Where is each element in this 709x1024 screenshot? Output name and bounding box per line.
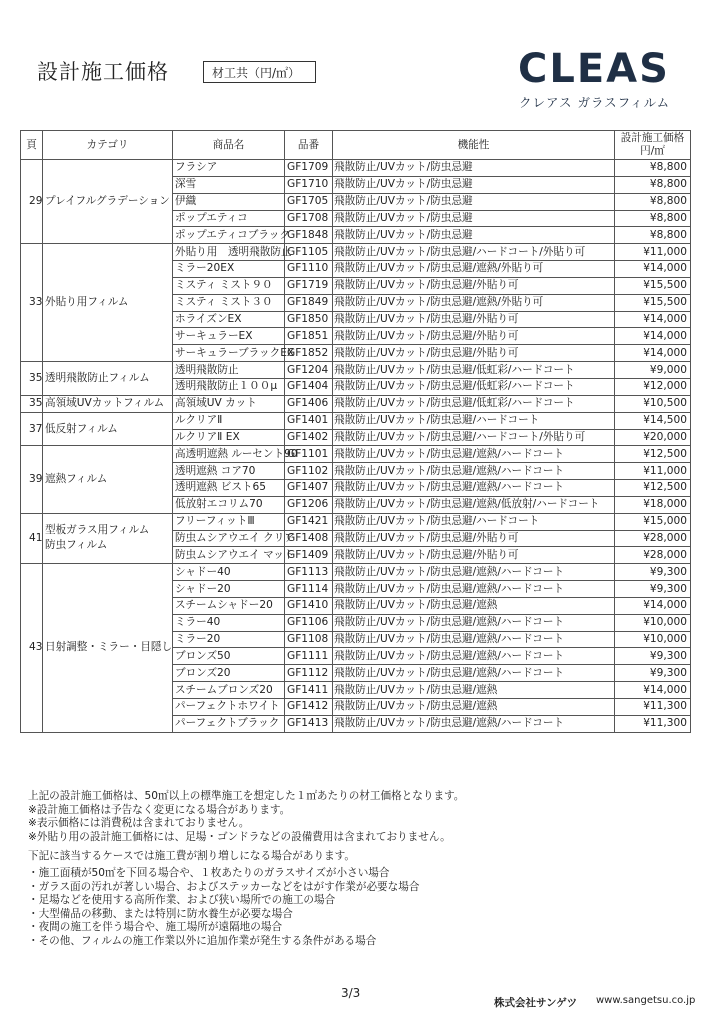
note-heading: 下記に該当するケースでは施工費が割り増しになる場合があります。: [28, 850, 356, 863]
table-row: [21, 564, 691, 581]
page-number: 3/3: [341, 986, 361, 1000]
product-code-cell: GF1204: [285, 362, 333, 379]
product-name-cell: 透明遮熱 コア70: [173, 463, 285, 480]
function-cell: 飛散防止/UVカット/防虫忌避/遮熱/低放射/ハードコート: [333, 496, 615, 513]
product-code-cell: GF1401: [285, 412, 333, 429]
product-code-cell: GF1850: [285, 311, 333, 328]
product-name-cell: パーフェクトホワイト: [173, 699, 285, 716]
table-header-row: [21, 131, 691, 160]
product-code-cell: GF1848: [285, 227, 333, 244]
product-code-cell: GF1110: [285, 261, 333, 278]
function-cell: 飛散防止/UVカット/防虫忌避/外貼り可: [333, 547, 615, 564]
product-name-cell: ミラー20EX: [173, 261, 285, 278]
category-cell: 透明飛散防止フィルム: [43, 362, 173, 396]
product-code-cell: GF1402: [285, 429, 333, 446]
product-code-cell: GF1111: [285, 648, 333, 665]
product-name-cell: ルクリアⅡ: [173, 412, 285, 429]
function-cell: 飛散防止/UVカット/防虫忌避: [333, 210, 615, 227]
product-code-cell: GF1407: [285, 480, 333, 497]
product-name-cell: ミラー20: [173, 631, 285, 648]
function-cell: 飛散防止/UVカット/防虫忌避/外貼り可: [333, 345, 615, 362]
price-cell: ¥14,000: [615, 345, 691, 362]
function-cell: 飛散防止/UVカット/防虫忌避/遮熱/外貼り可: [333, 294, 615, 311]
function-cell: 飛散防止/UVカット/防虫忌避/低虹彩/ハードコート: [333, 362, 615, 379]
table-row: [21, 244, 691, 261]
price-cell: ¥12,500: [615, 446, 691, 463]
product-code-cell: GF1410: [285, 597, 333, 614]
product-name-cell: ミラー40: [173, 614, 285, 631]
function-cell: 飛散防止/UVカット/防虫忌避/遮熱: [333, 699, 615, 716]
function-cell: 飛散防止/UVカット/防虫忌避/遮熱/ハードコート: [333, 581, 615, 598]
price-cell: ¥28,000: [615, 530, 691, 547]
product-code-cell: GF1112: [285, 665, 333, 682]
price-cell: ¥10,500: [615, 395, 691, 412]
product-code-cell: GF1705: [285, 193, 333, 210]
product-code-cell: GF1849: [285, 294, 333, 311]
col-header-category: カテゴリ: [43, 131, 173, 160]
product-code-cell: GF1411: [285, 682, 333, 699]
function-cell: 飛散防止/UVカット/防虫忌避/遮熱/ハードコート: [333, 648, 615, 665]
category-cell: 高領域UVカットフィルム: [43, 395, 173, 412]
product-code-cell: GF1710: [285, 176, 333, 193]
function-cell: 飛散防止/UVカット/防虫忌避/遮熱/ハードコート: [333, 463, 615, 480]
category-cell: 低反射フィルム: [43, 412, 173, 446]
table-row: [21, 362, 691, 379]
col-header-page: 頁: [21, 131, 43, 160]
product-name-cell: 防虫ムシアウエイ マット: [173, 547, 285, 564]
product-code-cell: GF1113: [285, 564, 333, 581]
product-code-cell: GF1708: [285, 210, 333, 227]
page-ref-cell: 37: [21, 412, 43, 446]
price-cell: ¥8,800: [615, 227, 691, 244]
page-ref-cell: 39: [21, 446, 43, 513]
unit-label: 材工共（円/㎡）: [203, 61, 316, 83]
product-name-cell: 伊織: [173, 193, 285, 210]
note-line: 上記の設計施工価格は、50㎡以上の標準施工を想定した１㎡あたりの材工価格となります。: [28, 790, 465, 802]
product-code-cell: GF1114: [285, 581, 333, 598]
product-name-cell: 深雪: [173, 176, 285, 193]
price-table-container: [20, 130, 691, 733]
product-name-cell: 高領域UV カット: [173, 395, 285, 412]
product-code-cell: GF1409: [285, 547, 333, 564]
product-name-cell: ブロンズ20: [173, 665, 285, 682]
function-cell: 飛散防止/UVカット/防虫忌避/遮熱/ハードコート: [333, 614, 615, 631]
col-header-code: 品番: [285, 131, 333, 160]
company-name: 株式会社サンゲツ: [494, 997, 578, 1009]
price-cell: ¥10,000: [615, 614, 691, 631]
category-cell: プレイフルグラデーション: [43, 160, 173, 244]
function-cell: 飛散防止/UVカット/防虫忌避: [333, 176, 615, 193]
product-name-cell: サーキュラーEX: [173, 328, 285, 345]
product-code-cell: GF1406: [285, 395, 333, 412]
function-cell: 飛散防止/UVカット/防虫忌避/遮熱/ハードコート: [333, 631, 615, 648]
function-cell: 飛散防止/UVカット/防虫忌避/ハードコート/外貼り可: [333, 429, 615, 446]
function-cell: 飛散防止/UVカット/防虫忌避/遮熱/外貼り可: [333, 261, 615, 278]
product-name-cell: シャドー40: [173, 564, 285, 581]
brand-logo-subtitle: クレアス ガラスフィルム: [519, 95, 671, 110]
price-cell: ¥14,000: [615, 328, 691, 345]
function-cell: 飛散防止/UVカット/防虫忌避/低虹彩/ハードコート: [333, 378, 615, 395]
product-name-cell: ポップエティコ: [173, 210, 285, 227]
function-cell: 飛散防止/UVカット/防虫忌避: [333, 227, 615, 244]
function-cell: 飛散防止/UVカット/防虫忌避/外貼り可: [333, 277, 615, 294]
note-line: ・ガラス面の汚れが著しい場合、およびステッカーなどをはがす作業が必要な場合: [28, 880, 420, 893]
price-cell: ¥15,000: [615, 513, 691, 530]
table-body: [21, 160, 691, 733]
function-cell: 飛散防止/UVカット/防虫忌避/ハードコート/外貼り可: [333, 244, 615, 261]
product-code-cell: GF1851: [285, 328, 333, 345]
col-header-function: 機能性: [333, 131, 615, 160]
product-code-cell: GF1206: [285, 496, 333, 513]
note-line: ・大型備品の移動、または特別に防水養生が必要な場合: [28, 907, 293, 920]
function-cell: 飛散防止/UVカット/防虫忌避/遮熱/ハードコート: [333, 665, 615, 682]
page-ref-cell: 33: [21, 244, 43, 362]
product-code-cell: GF1408: [285, 530, 333, 547]
product-code-cell: GF1709: [285, 160, 333, 177]
function-cell: 飛散防止/UVカット/防虫忌避/ハードコート: [333, 513, 615, 530]
price-cell: ¥14,000: [615, 597, 691, 614]
price-cell: ¥14,000: [615, 311, 691, 328]
function-cell: 飛散防止/UVカット/防虫忌避/外貼り可: [333, 328, 615, 345]
price-cell: ¥14,000: [615, 682, 691, 699]
product-name-cell: 透明遮熱 ビスト65: [173, 480, 285, 497]
product-code-cell: GF1421: [285, 513, 333, 530]
product-code-cell: GF1413: [285, 715, 333, 732]
function-cell: 飛散防止/UVカット/防虫忌避/低虹彩/ハードコート: [333, 395, 615, 412]
page-title: 設計施工価格: [37, 60, 169, 84]
product-code-cell: GF1412: [285, 699, 333, 716]
price-cell: ¥9,300: [615, 564, 691, 581]
price-cell: ¥11,000: [615, 463, 691, 480]
product-name-cell: 防虫ムシアウエイ クリア: [173, 530, 285, 547]
table-row: [21, 446, 691, 463]
note-line: ・施工面積が50㎡を下回る場合や、１枚あたりのガラスサイズが小さい場合: [28, 866, 390, 879]
product-name-cell: フリーフィットⅢ: [173, 513, 285, 530]
price-cell: ¥10,000: [615, 631, 691, 648]
product-name-cell: 透明飛散防止１００μ: [173, 378, 285, 395]
product-name-cell: 外貼り用 透明飛散防止: [173, 244, 285, 261]
brand-logo: CLEAS: [518, 46, 670, 92]
product-name-cell: ミスティ ミスト３０: [173, 294, 285, 311]
product-name-cell: フラシア: [173, 160, 285, 177]
table-row: [21, 412, 691, 429]
product-code-cell: GF1108: [285, 631, 333, 648]
note-line: ・足場などを使用する高所作業、および狭い場所での施工の場合: [28, 894, 336, 907]
product-name-cell: スチームブロンズ20: [173, 682, 285, 699]
price-cell: ¥20,000: [615, 429, 691, 446]
website-url: www.sangetsu.co.jp: [596, 995, 696, 1006]
note-line: ※表示価格には消費税は含まれておりません。: [28, 817, 250, 830]
page-ref-cell: 35: [21, 362, 43, 396]
product-name-cell: ブロンズ50: [173, 648, 285, 665]
category-cell: 外貼り用フィルム: [43, 244, 173, 362]
price-cell: ¥14,000: [615, 261, 691, 278]
note-line: ・夜間の施工を伴う場合や、施工場所が遠隔地の場合: [28, 921, 283, 934]
price-cell: ¥14,500: [615, 412, 691, 429]
function-cell: 飛散防止/UVカット/防虫忌避/遮熱: [333, 682, 615, 699]
price-cell: ¥15,500: [615, 294, 691, 311]
function-cell: 飛散防止/UVカット/防虫忌避: [333, 160, 615, 177]
function-cell: 飛散防止/UVカット/防虫忌避/外貼り可: [333, 311, 615, 328]
price-cell: ¥9,000: [615, 362, 691, 379]
product-name-cell: シャドー20: [173, 581, 285, 598]
notes-section: [28, 790, 464, 949]
price-cell: ¥8,800: [615, 210, 691, 227]
price-table: [20, 130, 691, 733]
price-cell: ¥11,300: [615, 715, 691, 732]
col-header-product: 商品名: [173, 131, 285, 160]
table-row: [21, 160, 691, 177]
product-code-cell: GF1105: [285, 244, 333, 261]
product-code-cell: GF1404: [285, 378, 333, 395]
price-cell: ¥9,300: [615, 648, 691, 665]
product-code-cell: GF1719: [285, 277, 333, 294]
price-cell: ¥11,300: [615, 699, 691, 716]
function-cell: 飛散防止/UVカット/防虫忌避/遮熱/ハードコート: [333, 480, 615, 497]
price-cell: ¥12,000: [615, 378, 691, 395]
function-cell: 飛散防止/UVカット/防虫忌避/遮熱/ハードコート: [333, 446, 615, 463]
function-cell: 飛散防止/UVカット/防虫忌避/遮熱/ハードコート: [333, 564, 615, 581]
product-name-cell: パーフェクトブラック: [173, 715, 285, 732]
function-cell: 飛散防止/UVカット/防虫忌避/遮熱: [333, 597, 615, 614]
product-name-cell: ルクリアⅡ EX: [173, 429, 285, 446]
price-cell: ¥11,000: [615, 244, 691, 261]
product-name-cell: ポップエティコブラック: [173, 227, 285, 244]
product-code-cell: GF1101: [285, 446, 333, 463]
function-cell: 飛散防止/UVカット/防虫忌避/外貼り可: [333, 530, 615, 547]
price-cell: ¥9,300: [615, 665, 691, 682]
page-ref-cell: 35: [21, 395, 43, 412]
product-code-cell: GF1102: [285, 463, 333, 480]
page-ref-cell: 29: [21, 160, 43, 244]
page-ref-cell: 43: [21, 564, 43, 732]
category-cell: 型板ガラス用フィルム 防虫フィルム: [43, 513, 173, 564]
function-cell: 飛散防止/UVカット/防虫忌避/ハードコート: [333, 412, 615, 429]
product-code-cell: GF1106: [285, 614, 333, 631]
price-cell: ¥9,300: [615, 581, 691, 598]
table-row: [21, 513, 691, 530]
product-name-cell: 高透明遮熱 ルーセント90: [173, 446, 285, 463]
price-cell: ¥18,000: [615, 496, 691, 513]
category-cell: 日射調整・ミラー・目隠し: [43, 564, 173, 732]
table-row: [21, 395, 691, 412]
product-name-cell: スチームシャドー20: [173, 597, 285, 614]
price-cell: ¥12,500: [615, 480, 691, 497]
price-cell: ¥8,800: [615, 160, 691, 177]
function-cell: 飛散防止/UVカット/防虫忌避: [333, 193, 615, 210]
function-cell: 飛散防止/UVカット/防虫忌避/遮熱/ハードコート: [333, 715, 615, 732]
col-header-price: 設計施工価格 円/㎡: [615, 131, 691, 160]
price-cell: ¥8,800: [615, 176, 691, 193]
page-ref-cell: 41: [21, 513, 43, 564]
price-cell: ¥28,000: [615, 547, 691, 564]
product-name-cell: ホライズンEX: [173, 311, 285, 328]
product-name-cell: 低放射エコリム70: [173, 496, 285, 513]
note-line: ・その他、フィルムの施工作業以外に追加作業が発生する条件がある場合: [28, 934, 377, 947]
note-line: ※設計施工価格は予告なく変更になる場合があります。: [28, 803, 291, 816]
price-cell: ¥8,800: [615, 193, 691, 210]
product-name-cell: サーキュラーブラックEX: [173, 345, 285, 362]
product-name-cell: 透明飛散防止: [173, 362, 285, 379]
product-code-cell: GF1852: [285, 345, 333, 362]
category-cell: 遮熱フィルム: [43, 446, 173, 513]
note-line: ※外貼り用の設計施工価格には、足場・ゴンドラなどの設備費用は含まれておりません。: [28, 830, 451, 843]
product-name-cell: ミスティ ミスト９０: [173, 277, 285, 294]
price-cell: ¥15,500: [615, 277, 691, 294]
